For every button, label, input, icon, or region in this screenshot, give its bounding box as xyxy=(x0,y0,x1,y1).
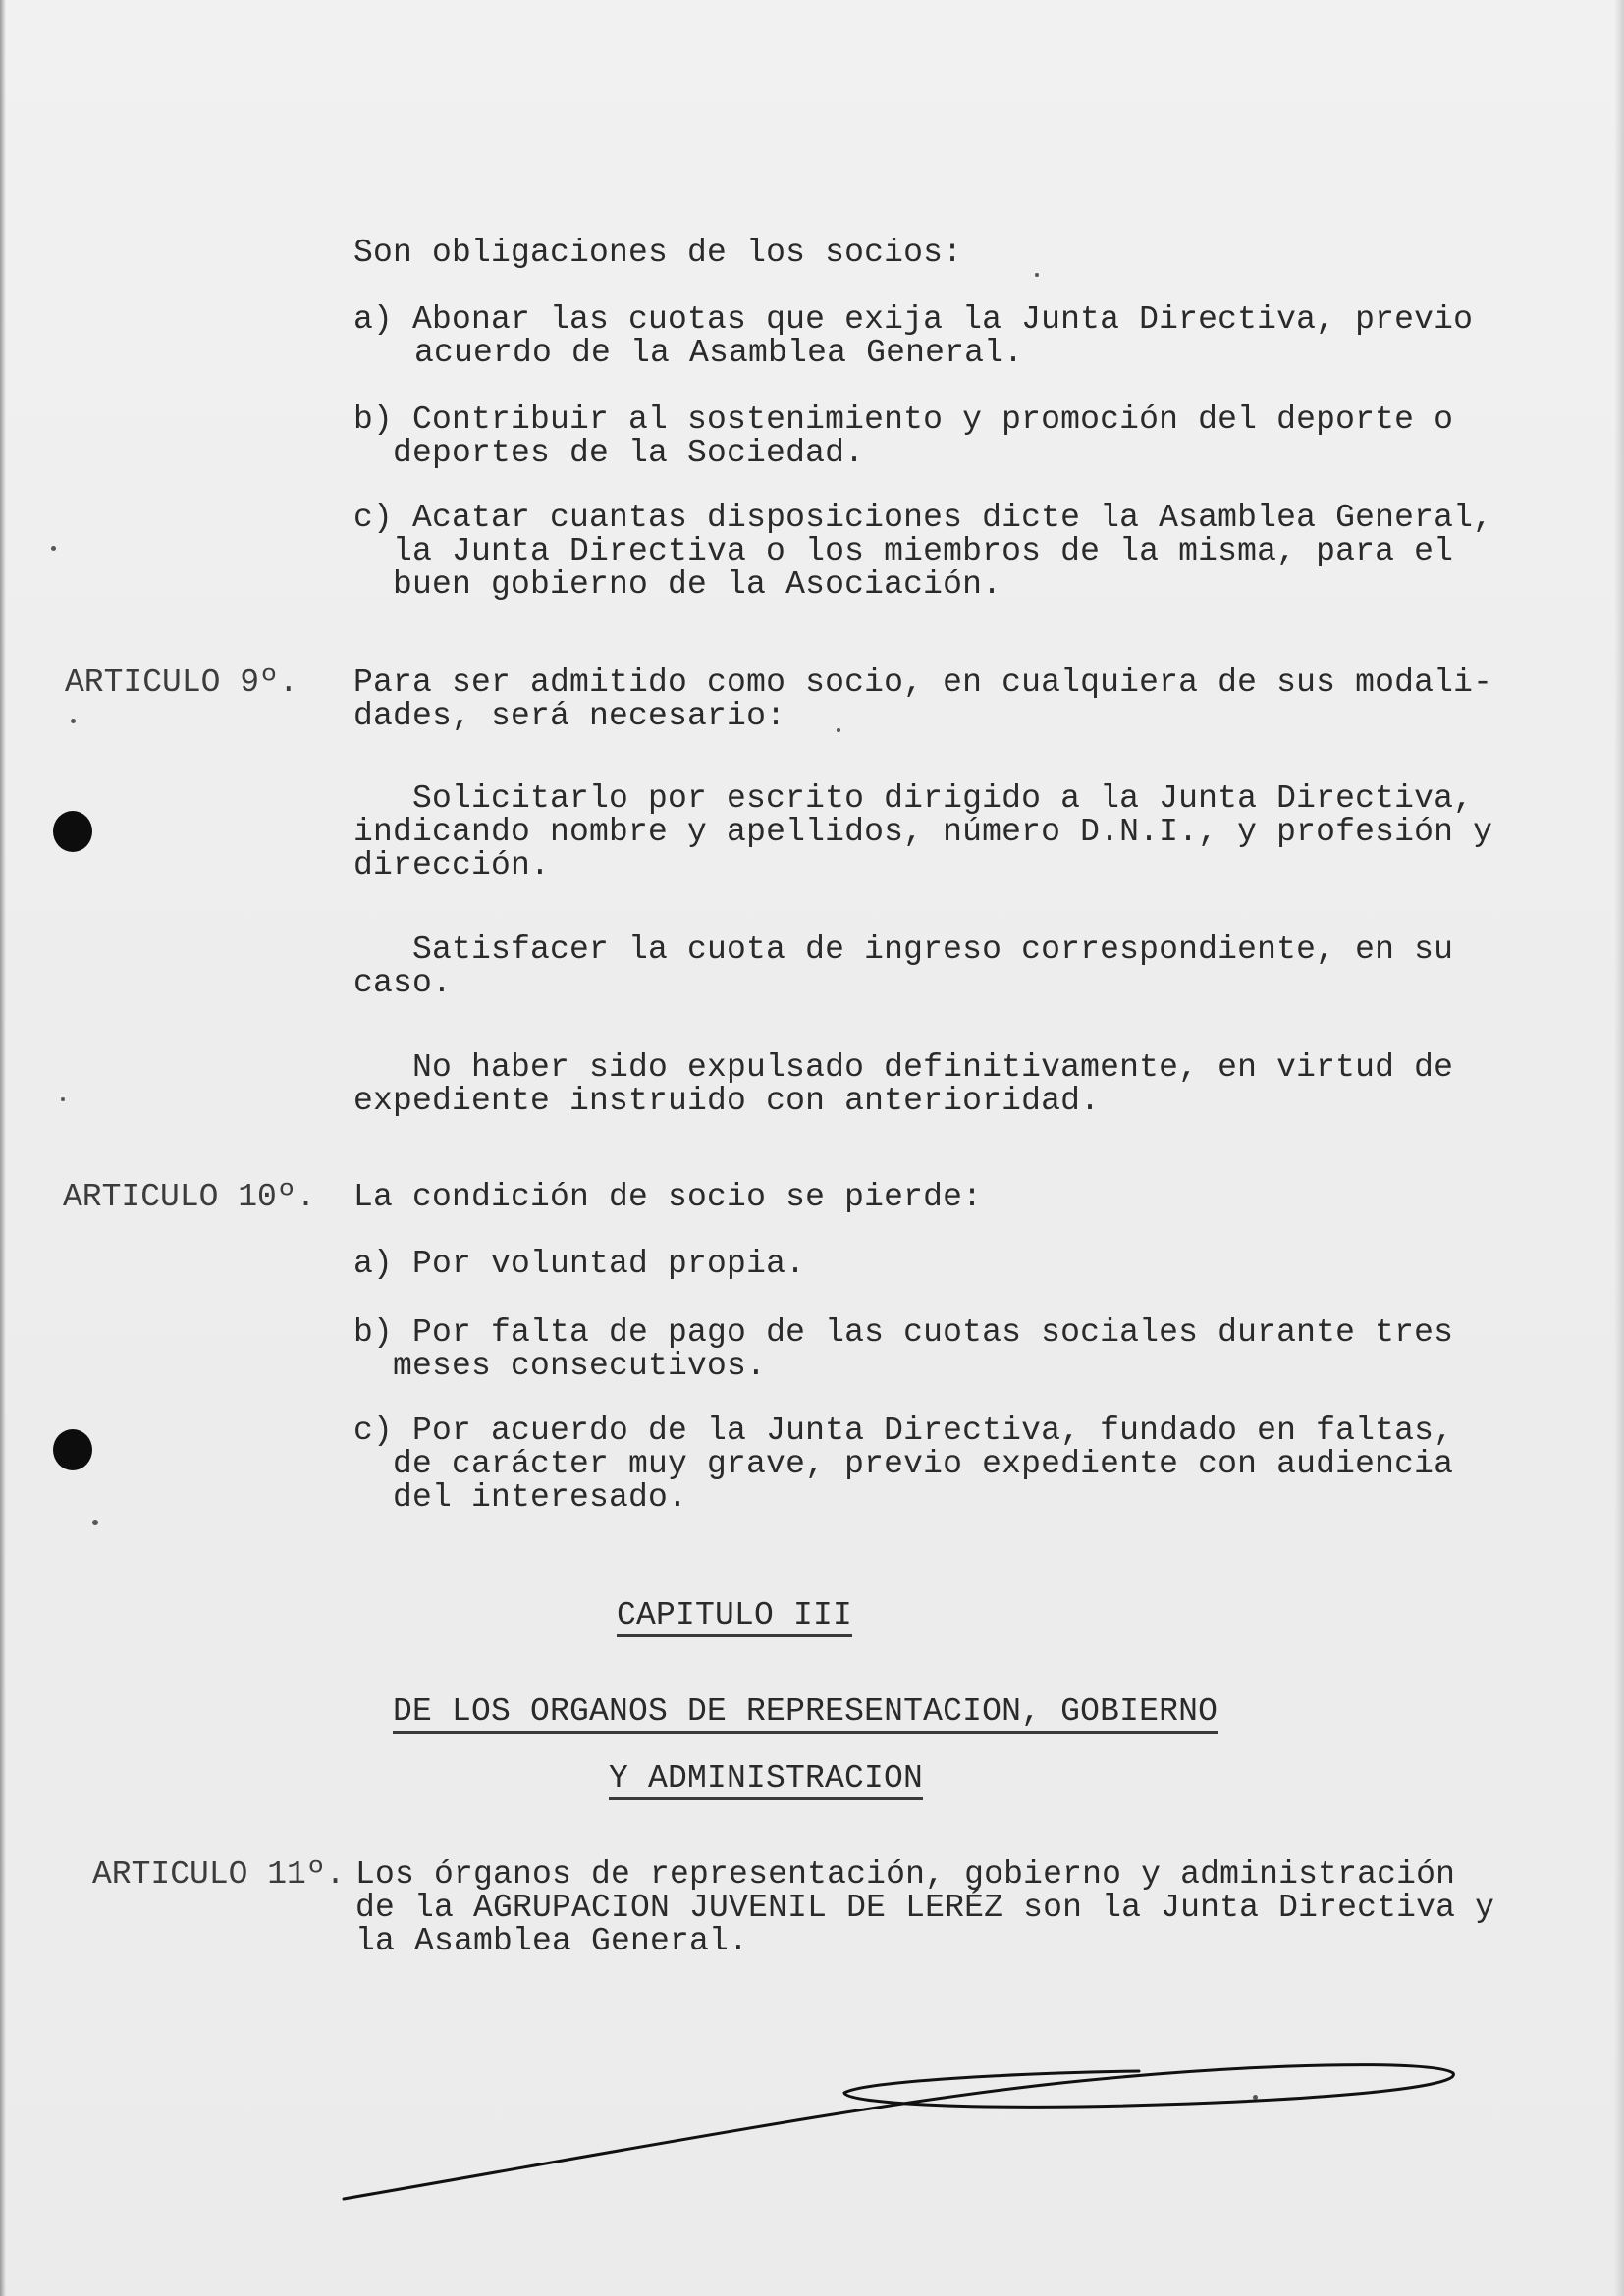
section-heading-line2: Y ADMINISTRACION xyxy=(609,1760,923,1800)
punch-hole-bottom xyxy=(53,1429,92,1470)
scan-speck xyxy=(1035,273,1039,277)
scan-edge-left xyxy=(0,0,6,2296)
signature-mark xyxy=(334,2042,1473,2218)
scan-speck xyxy=(837,728,840,732)
scan-speck xyxy=(92,1520,98,1525)
article-10-label: ARTICULO 10º. xyxy=(63,1179,316,1215)
obligation-a-line1: a) Abonar las cuotas que exija la Junta Directiva, previo xyxy=(353,301,1474,338)
requirement-1-line1: Solicitarlo por escrito dirigido a la Junta Directiva, xyxy=(412,780,1474,817)
obligation-b-line1: b) Contribuir al sostenimiento y promoción del deporte o xyxy=(353,401,1454,438)
requirement-2-line1: Satisfacer la cuota de ingreso correspondiente, en su xyxy=(412,932,1454,968)
article-9-line2: dades, será necesario: xyxy=(353,698,786,734)
chapter-heading: CAPITULO III xyxy=(617,1597,852,1637)
loss-c-line3: del interesado. xyxy=(393,1479,688,1516)
article-11-line3: la Asamblea General. xyxy=(355,1923,749,1959)
loss-b-line2: meses consecutivos. xyxy=(393,1348,767,1384)
article-10-line1: La condición de socio se pierde: xyxy=(353,1179,983,1215)
section-heading-line1: DE LOS ORGANOS DE REPRESENTACION, GOBIERNO xyxy=(393,1693,1218,1734)
obligation-c-line3: buen gobierno de la Asociación. xyxy=(393,566,1002,603)
loss-c-line2: de carácter muy grave, previo expediente con audiencia xyxy=(393,1446,1454,1482)
requirement-1-line2: indicando nombre y apellidos, número D.N.I., y profesión y xyxy=(353,814,1493,850)
punch-hole-top xyxy=(53,811,92,852)
scan-edge-right xyxy=(1614,0,1624,2296)
article-11-label: ARTICULO 11º. xyxy=(92,1856,346,1893)
article-9-label: ARTICULO 9º. xyxy=(65,665,298,701)
requirement-1-line3: dirección. xyxy=(353,847,551,883)
loss-b-line1: b) Por falta de pago de las cuotas sociales durante tres xyxy=(353,1314,1454,1351)
requirement-3-line1: No haber sido expulsado definitivamente, en virtud de xyxy=(412,1049,1454,1086)
obligation-a-line2: acuerdo de la Asamblea General. xyxy=(414,335,1024,371)
loss-a: a) Por voluntad propia. xyxy=(353,1246,806,1282)
article-11-line1: Los órganos de representación, gobierno y administración xyxy=(355,1856,1456,1893)
requirement-3-line2: expediente instruido con anterioridad. xyxy=(353,1083,1101,1119)
scan-speck xyxy=(61,1097,65,1101)
scan-speck xyxy=(71,719,76,723)
requirement-2-line2: caso. xyxy=(353,965,453,1001)
scan-speck xyxy=(51,546,56,551)
obligations-intro: Son obligaciones de los socios: xyxy=(353,235,963,271)
obligation-c-line1: c) Acatar cuantas disposiciones dicte la Asamblea General, xyxy=(353,500,1493,536)
article-11-line2: de la AGRUPACION JUVENIL DE LERÉZ son la Junta Directiva y xyxy=(355,1890,1495,1926)
scan-speck xyxy=(1253,2095,1258,2100)
obligation-b-line2: deportes de la Sociedad. xyxy=(393,435,865,471)
loss-c-line1: c) Por acuerdo de la Junta Directiva, fundado en faltas, xyxy=(353,1413,1454,1449)
article-9-line1: Para ser admitido como socio, en cualquiera de sus modali- xyxy=(353,665,1493,701)
obligation-c-line2: la Junta Directiva o los miembros de la misma, para el xyxy=(393,533,1454,569)
